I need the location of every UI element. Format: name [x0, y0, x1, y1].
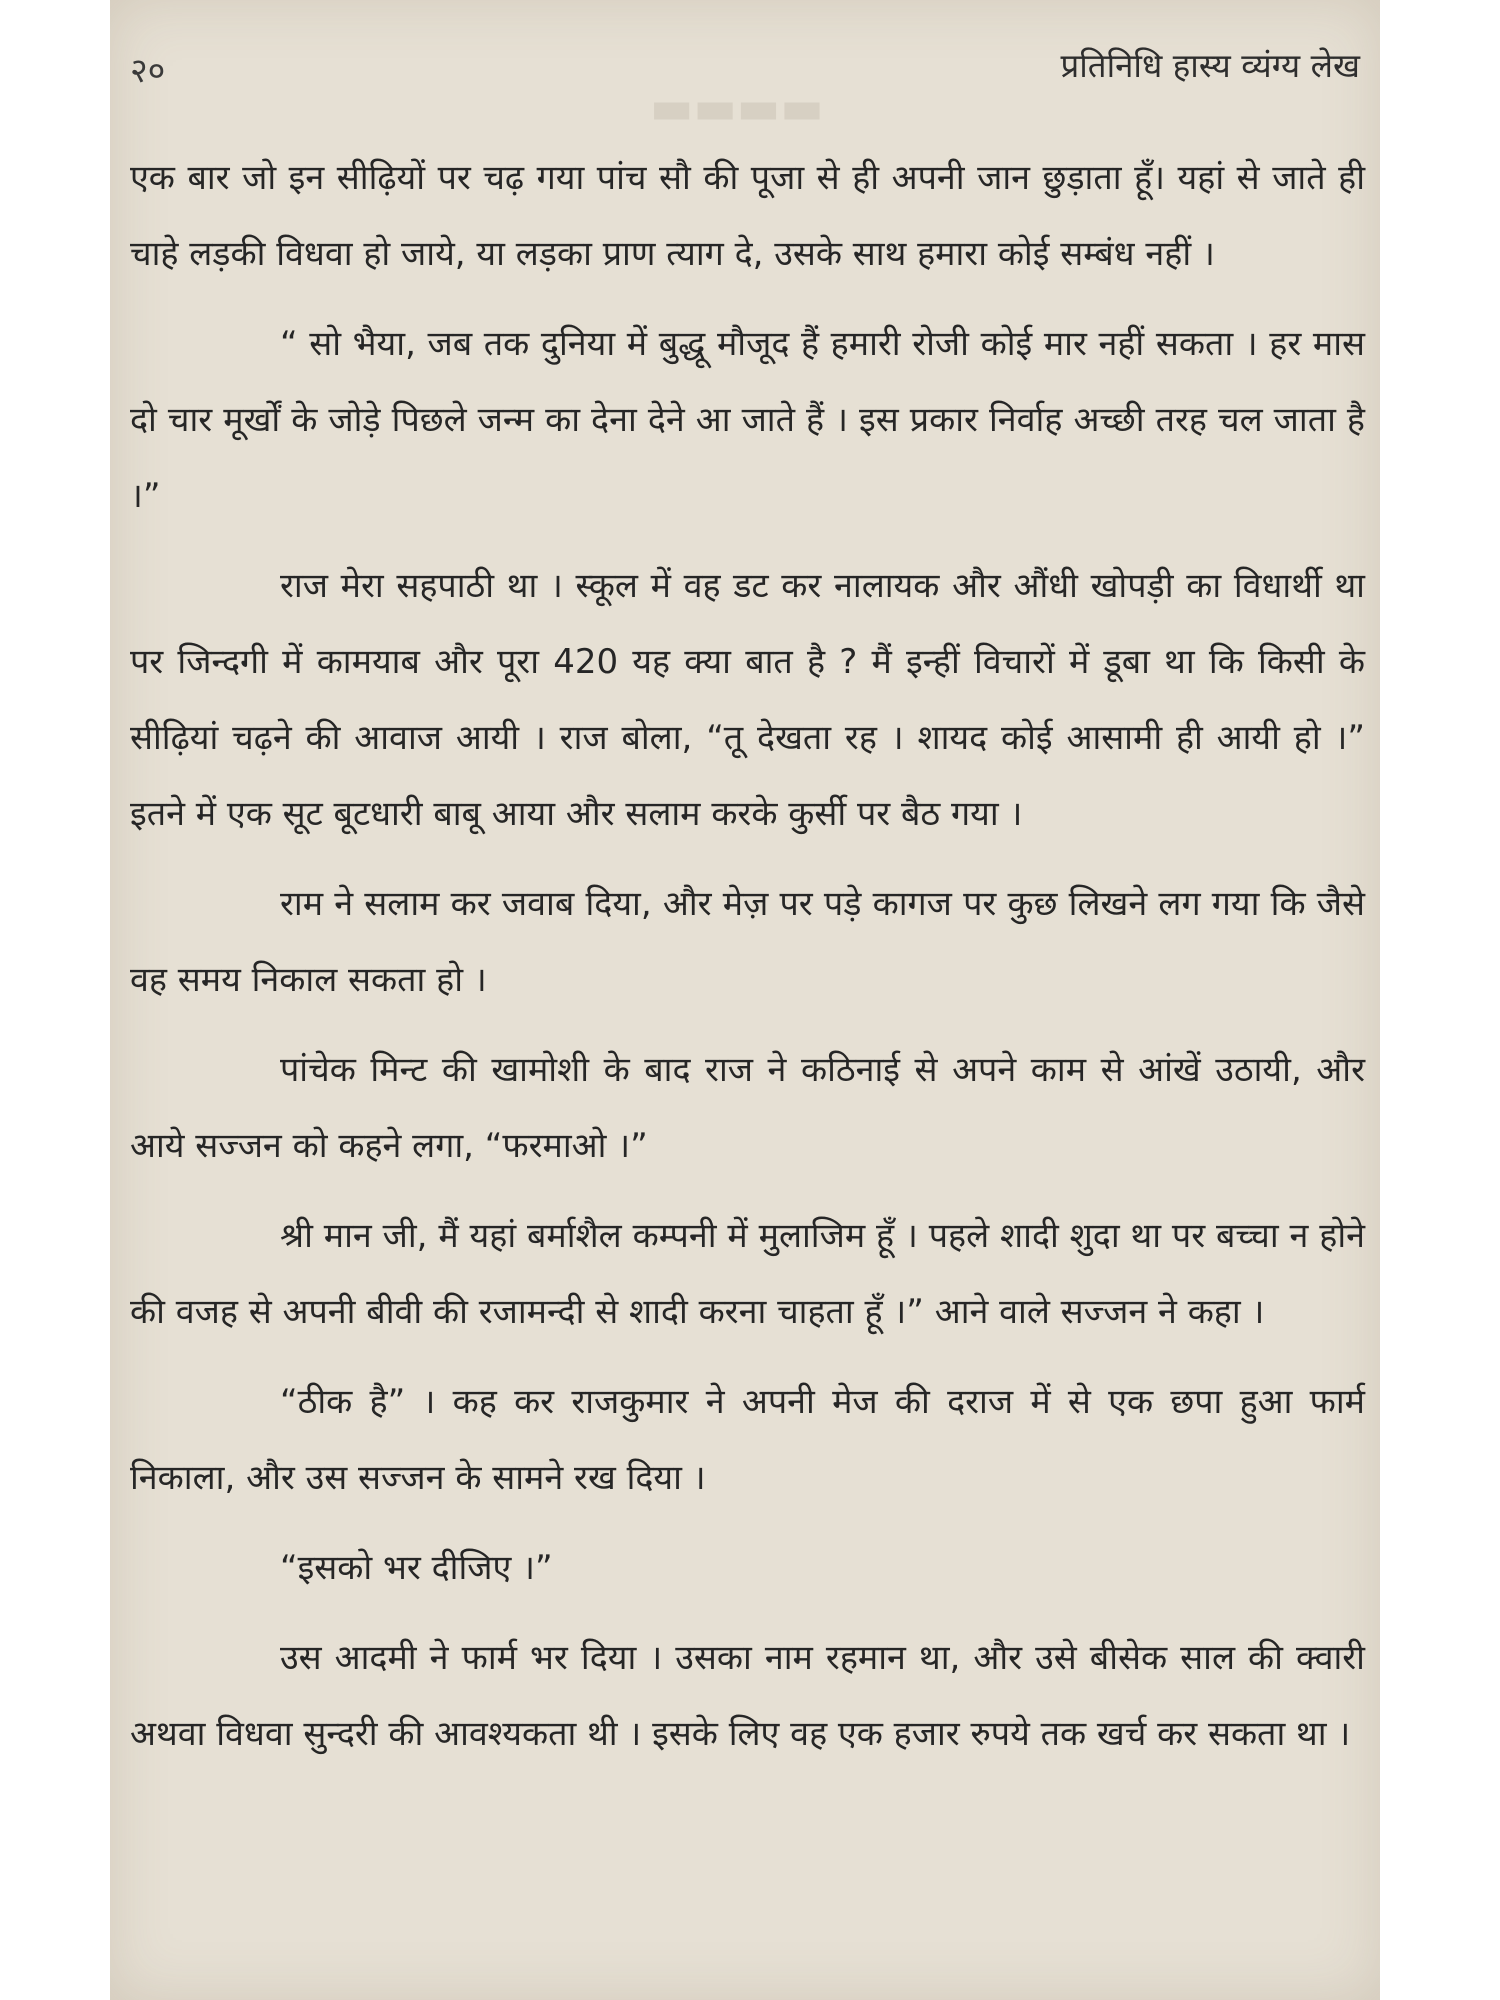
page-header — [130, 40, 1360, 100]
show-through-decoration: ▬▬▬▬ — [650, 80, 824, 134]
paragraph-6: श्री मान जी, मैं यहां बर्माशैल कम्पनी में मुलाजिम हूँ । पहले शादी शुदा था पर बच्चा न होने की वजह से अपनी बीवी की रजामन्दी से शादी करना चाहता हूँ ।” आने वाले सज्जन ने कहा । — [130, 1216, 1365, 1332]
running-title: प्रतिनिधि हास्य व्यंग्य लेख — [1060, 46, 1360, 85]
paragraph-4: राम ने सलाम कर जवाब दिया, और मेज़ पर पड़े कागज पर कुछ लिखने लग गया कि जैसे वह समय निकाल सकता हो । — [130, 884, 1365, 1000]
paragraph-8: “इसको भर दीजिए ।” — [280, 1548, 553, 1588]
paragraph-2: “ सो भैया, जब तक दुनिया में बुद्धू मौजूद हैं हमारी रोजी कोई मार नहीं सकता । हर मास दो चार मूर्खों के जोड़े पिछले जन्म का देना देने आ जाते हैं । इस प्रकार निर्वाह अच्छी तरह चल जाता है ।” — [130, 324, 1365, 516]
page-number: २० — [130, 51, 166, 91]
body-text — [130, 140, 1365, 1786]
paragraph-3: राज मेरा सहपाठी था । स्कूल में वह डट कर नालायक और औंधी खोपड़ी का विधार्थी था पर जिन्दगी में कामयाब और पूरा 420 यह क्या बात है ? मैं इन्हीं विचारों में डूबा था कि किसी के सीढ़ियां चढ़ने की आवाज आयी । राज बोला, “तू देखता रह । शायद कोई आसामी ही आयी हो ।” इतने में एक सूट बूटधारी बाबू आया और सलाम करके कुर्सी पर बैठ गया । — [130, 566, 1365, 834]
paragraph-7: “ठीक है” । कह कर राजकुमार ने अपनी मेज की दराज में से एक छपा हुआ फार्म निकाला, और उस सज्जन के सामने रख दिया । — [130, 1382, 1365, 1498]
paragraph-1: एक बार जो इन सीढ़ियों पर चढ़ गया पांच सौ की पूजा से ही अपनी जान छुड़ाता हूँ। यहां से जाते ही चाहे लड़की विधवा हो जाये, या लड़का प्राण त्याग दे, उसके साथ हमारा कोई सम्बंध नहीं । — [130, 158, 1365, 274]
paragraph-9: उस आदमी ने फार्म भर दिया । उसका नाम रहमान था, और उसे बीसेक साल की क्वारी अथवा विधवा सुन्दरी की आवश्यकता थी । इसके लिए वह एक हजार रुपये तक खर्च कर सकता था । — [130, 1638, 1365, 1754]
paragraph-5: पांचेक मिन्ट की खामोशी के बाद राज ने कठिनाई से अपने काम से आंखें उठायी, और आये सज्जन को कहने लगा, “फरमाओ ।” — [130, 1050, 1365, 1166]
